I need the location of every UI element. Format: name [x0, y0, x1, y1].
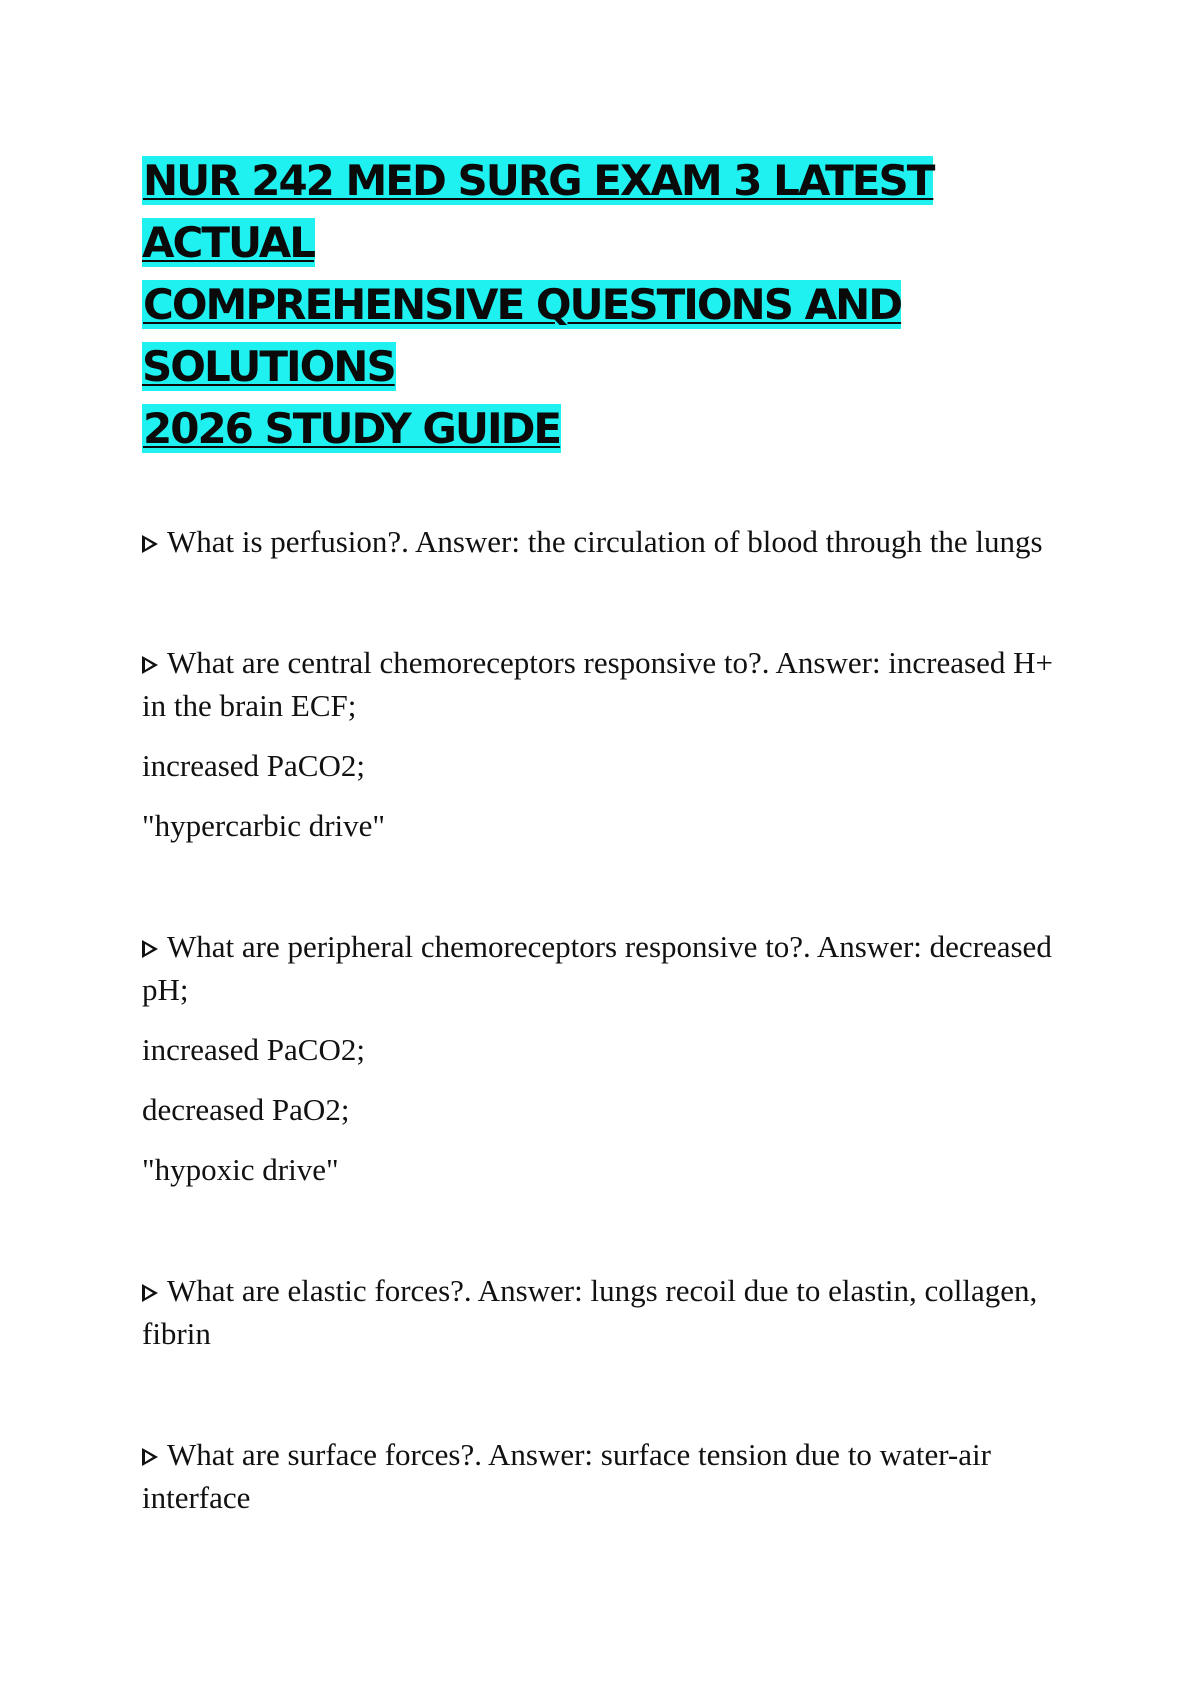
qa-question-text: What are surface forces?. Answer: surface tension due to water-air interface — [142, 1437, 991, 1515]
qa-question — [142, 520, 1072, 563]
arrow-icon — [142, 1448, 158, 1466]
qa-question-text: What are central chemoreceptors responsive to?. Answer: increased H+ in the brain ECF; — [142, 645, 1053, 723]
qa-item — [142, 925, 1072, 1191]
qa-question-text: What is perfusion?. Answer: the circulation of blood through the lungs — [167, 524, 1043, 559]
title-line-1: NUR 242 MED SURG EXAM 3 LATEST ACTUAL — [142, 156, 934, 267]
qa-answer-line: "hypercarbic drive" — [142, 808, 386, 843]
title-line-2: COMPREHENSIVE QUESTIONS AND SOLUTIONS — [142, 280, 902, 391]
qa-question-text: What are elastic forces?. Answer: lungs recoil due to elastin, collagen, fibrin — [142, 1273, 1038, 1351]
title-line-3: 2026 STUDY GUIDE — [143, 404, 561, 453]
arrow-icon — [142, 940, 158, 958]
qa-item — [142, 1433, 1072, 1519]
arrow-icon — [142, 1284, 158, 1302]
qa-item — [142, 1269, 1072, 1355]
qa-list — [142, 520, 1072, 1597]
qa-question — [142, 925, 1072, 1011]
qa-item — [142, 641, 1072, 847]
arrow-icon — [142, 535, 158, 553]
qa-question — [142, 1433, 1072, 1519]
qa-item — [142, 520, 1072, 563]
qa-answer-line: "hypoxic drive" — [142, 1152, 339, 1187]
qa-answer-line: decreased PaO2; — [142, 1092, 350, 1127]
qa-answer-line: increased PaCO2; — [142, 748, 365, 783]
qa-answer-line: increased PaCO2; — [142, 1032, 365, 1067]
qa-question — [142, 1269, 1072, 1355]
qa-question — [142, 641, 1072, 727]
qa-question-text: What are peripheral chemoreceptors responsive to?. Answer: decreased pH; — [142, 929, 1052, 1007]
document-title — [142, 150, 1082, 460]
arrow-icon — [142, 656, 158, 674]
